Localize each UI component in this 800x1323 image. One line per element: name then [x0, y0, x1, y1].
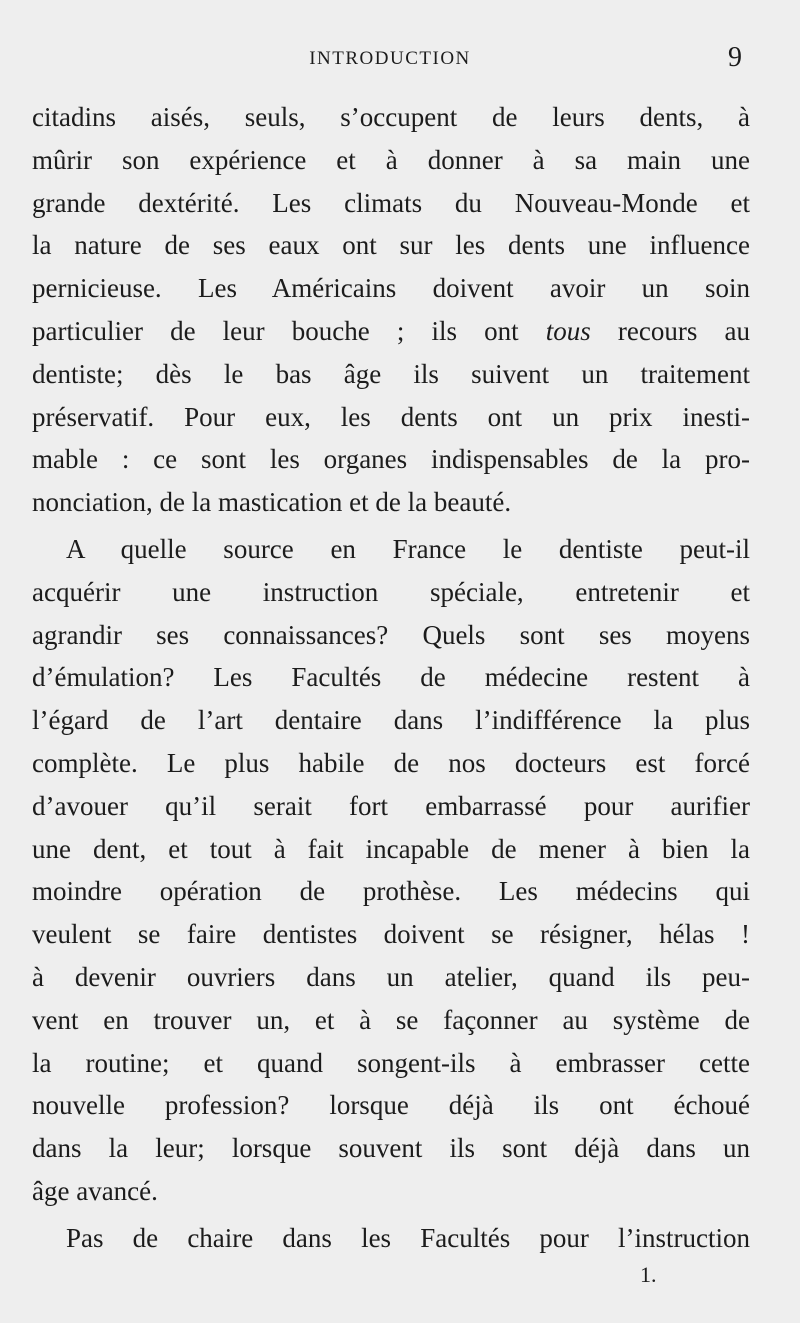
text-line: mûrir son expérience et à donner à sa main une — [32, 144, 750, 175]
text-line: acquérir une instruction spéciale, entretenir et — [32, 576, 750, 607]
text-line: agrandir ses connaissances? Quels sont ses moyens — [32, 619, 750, 650]
paragraph-3 — [32, 1217, 750, 1260]
text-line: à devenir ouvriers dans un atelier, quand ils peu- — [32, 961, 750, 992]
paragraph-2 — [32, 528, 750, 1213]
text-line: la nature de ses eaux ont sur les dents une influence — [32, 230, 750, 261]
text-line: pernicieuse. Les Américains doivent avoir un soin — [32, 273, 750, 304]
text-line: l’égard de l’art dentaire dans l’indifférence la plus — [32, 705, 750, 736]
paragraph-1 — [32, 96, 750, 524]
text-line: mable : ce sont les organes indispensables de la pro- — [32, 444, 750, 475]
body-text — [32, 96, 750, 1260]
text-line: d’émulation? Les Facultés de médecine restent à — [32, 662, 750, 693]
text-line: vent en trouver un, et à se façonner au système de — [32, 1004, 750, 1035]
text-line: âge avancé. — [32, 1175, 158, 1206]
text-line: grande dextérité. Les climats du Nouveau-Monde et — [32, 187, 750, 218]
text-line: nouvelle profession? lorsque déjà ils ont échoué — [32, 1090, 750, 1121]
text-line: nonciation, de la mastication et de la beauté. — [32, 487, 512, 518]
italic-word: tous — [545, 315, 591, 346]
signature-mark: 1. — [640, 1262, 657, 1287]
text-line: A quelle source en France le dentiste peut-il — [66, 533, 750, 564]
page-number: 9 — [728, 42, 742, 73]
text-line: moindre opération de prothèse. Les médecins qui — [32, 876, 750, 907]
text-line: une dent, et tout à fait incapable de mener à bien la — [32, 833, 750, 864]
running-title: INTRODUCTION — [309, 48, 471, 69]
text-line: dentiste; dès le bas âge ils suivent un traitement — [32, 358, 750, 389]
text-line: dans la leur; lorsque souvent ils sont déjà dans un — [32, 1133, 750, 1164]
text-line: Pas de chaire dans les Facultés pour l’instruction — [66, 1222, 750, 1253]
page-header — [30, 44, 750, 80]
text-line-with-italic: particulier de leur bouche ; ils ont tous recours au — [32, 315, 750, 346]
text-line: la routine; et quand songent-ils à embrasser cette — [32, 1047, 750, 1078]
text-line: complète. Le plus habile de nos docteurs est forcé — [32, 747, 750, 778]
text-line: d’avouer qu’il serait fort embarrassé pour aurifier — [32, 790, 750, 821]
text-line: veulent se faire dentistes doivent se résigner, hélas ! — [32, 919, 750, 950]
text-line: préservatif. Pour eux, les dents ont un prix inesti- — [32, 401, 750, 432]
text-line: citadins aisés, seuls, s’occupent de leurs dents, à — [32, 102, 750, 132]
